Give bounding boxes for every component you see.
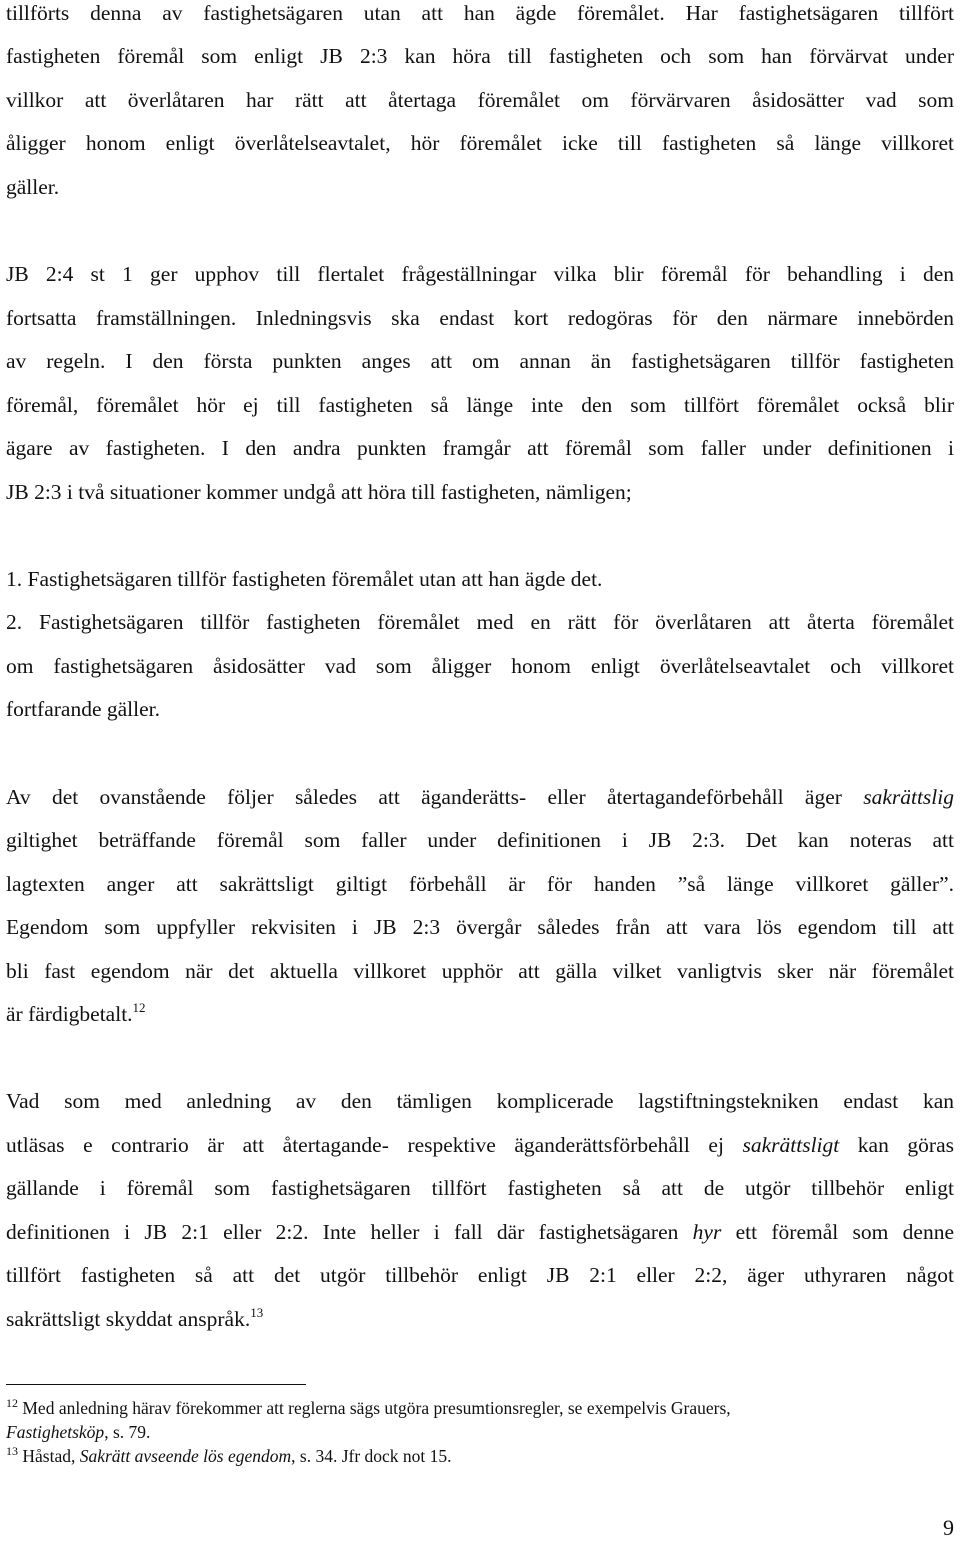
text-line: villkor att överlåtaren har rätt att återtaga föremålet om förvärvaren åsidosätter vad som	[6, 88, 954, 112]
footnote-number: 13	[6, 1444, 18, 1458]
page-number: 9	[943, 1515, 954, 1540]
footnote: $^{13}$ Håstad, Sakrätt avseende lös egendom, s. 34. Jfr dock not 15.	[6, 1444, 452, 1466]
emphasis: sakrättslig	[863, 785, 954, 809]
text-line: JB 2:4 st 1 ger upphov till flertalet frågeställningar vilka blir föremål för behandling i den	[6, 262, 954, 286]
emphasis: sakrättsligt	[742, 1133, 840, 1157]
text-line: åligger honom enligt överlåtelseavtalet, hör föremålet icke till fastigheten så länge villkoret	[6, 131, 954, 155]
text-line: tillförts denna av fastighetsägaren utan att han ägde föremålet. Har fastighetsägaren tillfört	[6, 1, 954, 25]
text-line: lagtexten anger att sakrättsligt giltigt förbehåll är för handen ”så länge villkoret gäller”.	[6, 872, 954, 896]
text-line: fortfarande gäller.	[6, 697, 160, 721]
list-item: 2. Fastighetsägaren tillför fastigheten föremålet med en rätt för överlåtaren att återta föremålet	[6, 610, 954, 634]
text-line: bli fast egendom när det aktuella villkoret upphör att gälla vilket vanligtvis sker när föremålet	[6, 959, 954, 983]
text-line: är färdigbetalt.$^{12}$	[6, 1000, 146, 1026]
text-line: av regeln. I den första punkten anges att om annan än fastighetsägaren tillför fastigheten	[6, 349, 954, 373]
text-line: gäller.	[6, 175, 60, 199]
text-line: fortsatta framställningen. Inledningsvis ska endast kort redogöras för den närmare innebörden	[6, 306, 954, 330]
text-line: utläsas e contrario är att återtagande- respektive äganderättsförbehåll ej sakrättsligt kan göras	[6, 1133, 954, 1157]
text-line: Egendom som uppfyller rekvisiten i JB 2:3 övergår således från att vara lös egendom till att	[6, 915, 954, 939]
footnote-separator	[6, 1384, 306, 1385]
emphasis: hyr	[692, 1220, 722, 1244]
text-line: sakrättsligt skyddat anspråk.$^{13}$	[6, 1305, 264, 1331]
footnote-ref: 13	[250, 1305, 264, 1320]
footnote: Fastighetsköp, s. 79.	[6, 1422, 151, 1442]
footnote-number: 12	[6, 1396, 18, 1410]
text-line: om fastighetsägaren åsidosätter vad som åligger honom enligt överlåtelseavtalet och villkoret	[6, 654, 954, 678]
text-line: Av det ovanstående följer således att äganderätts- eller återtagandeförbehåll äger sakrättslig	[6, 785, 954, 809]
text-line: ägare av fastigheten. I den andra punkten framgår att föremål som faller under definitionen i	[6, 436, 954, 460]
text-line: fastigheten föremål som enligt JB 2:3 kan höra till fastigheten och som han förvärvat under	[6, 44, 954, 68]
text-line: definitionen i JB 2:1 eller 2:2. Inte heller i fall där fastighetsägaren hyr ett föremål som denne	[6, 1220, 954, 1244]
text-line: giltighet beträffande föremål som faller under definitionen i JB 2:3. Det kan noteras att	[6, 828, 954, 852]
text-line: gällande i föremål som fastighetsägaren tillfört fastigheten så att de utgör tillbehör enligt	[6, 1176, 954, 1200]
text-line: tillfört fastigheten så att det utgör tillbehör enligt JB 2:1 eller 2:2, äger uthyraren något	[6, 1263, 954, 1287]
footnote: $^{12}$ Med anledning härav förekommer att reglerna sägs utgöra presumtionsregler, se exempelvis Grauers,	[6, 1396, 731, 1418]
text-line: föremål, föremålet hör ej till fastigheten så länge inte den som tillfört föremålet också blir	[6, 393, 954, 417]
footnote-ref: 12	[132, 1000, 146, 1015]
list-item: 1. Fastighetsägaren tillför fastigheten föremålet utan att han ägde det.	[6, 567, 603, 591]
text-line: JB 2:3 i två situationer kommer undgå att höra till fastigheten, nämligen;	[6, 480, 632, 504]
text-line: Vad som med anledning av den tämligen komplicerade lagstiftningstekniken endast kan	[6, 1089, 954, 1113]
